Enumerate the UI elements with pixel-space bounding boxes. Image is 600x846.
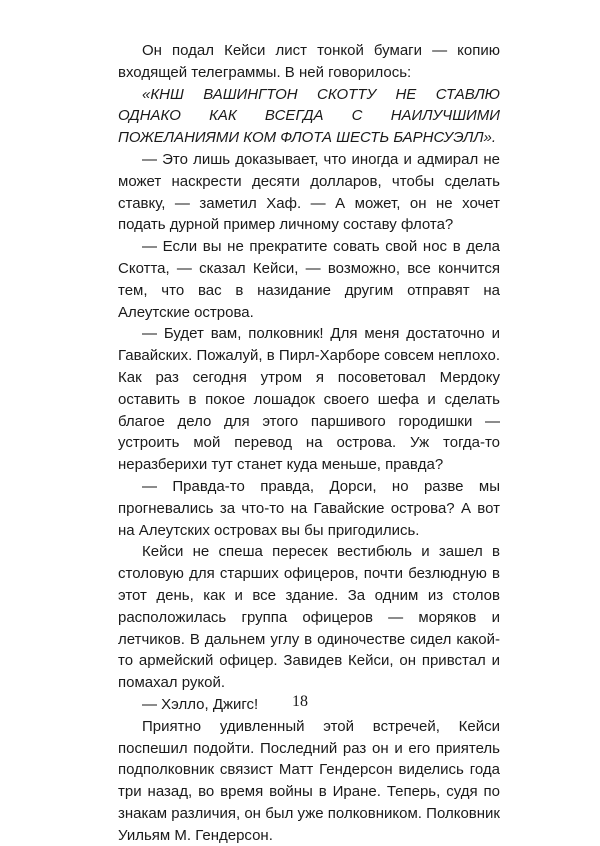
paragraph-telegram-intro: Он подал Кейси лист тонкой бумаги — копию входящей телеграммы. В ней говорилось: (118, 42, 500, 81)
paragraph-dining-room: Кейси не спеша пересек вестибюль и зашел в столовую для старших офицеров, почти безлюдную в этот день, как и все здание. За одним из столов расположилась группа офицеров — моряков и летчиков. В дальнем углу в одиночестве сидел какой-то армейский офицер. Завидев Кейси, он привстал и помахал рукой. (118, 543, 500, 692)
body-text (118, 40, 500, 846)
paragraph-dialogue-casey-1: — Если вы не прекратите совать свой нос в дела Скотта, — сказал Кейси, — возможно, все кончится тем, что вас в назидание другим отправят на Алеутские острова. (118, 238, 500, 321)
paragraph-telegram-text: «КНШ ВАШИНГТОН СКОТТУ НЕ СТАВЛЮ ОДНАКО КАК ВСЕГДА С НАИЛУЧШИМИ ПОЖЕЛАНИЯМИ КОМ ФЛОТА ШЕСТЬ БАРНСУЭЛЛ». (118, 85, 500, 147)
page-number: 18 (292, 693, 308, 710)
paragraph-dialogue-casey-2: — Правда-то правда, Дорси, но разве мы прогневались за что-то на Гавайские острова? А вот на Алеутских островах вы бы пригодились. (118, 477, 500, 539)
paragraph-hello-jiggs: — Хэлло, Джигс! (142, 695, 259, 713)
paragraph-dialogue-dorsey: — Будет вам, полковник! Для меня достаточно и Гавайских. Пожалуй, в Пирл-Харборе совсем неплохо. Как раз сегодня утром я посоветовал Мердоку оставить в покое лошадок своего шефа и сделать благое дело для этого паршивого городишки — устроить мой перевод на острова. Уж тогда-то неразберихи тут станет куда меньше, правда? (118, 325, 500, 474)
paragraph-henderson: Приятно удивленный этой встречей, Кейси поспешил подойти. Последний раз он и его приятель подполковник связист Матт Гендерсон виделись года три назад, во время войны в Иране. Теперь, судя по знакам различия, он был уже полковником. Полковник Уильям М. Гендерсон. (118, 717, 500, 844)
paragraph-dialogue-huff: — Это лишь доказывает, что иногда и адмирал не может наскрести десяти долларов, чтобы сделать ставку, — заметил Хаф. — А может, он не хочет подать дурной пример личному составу флота? (118, 150, 500, 234)
